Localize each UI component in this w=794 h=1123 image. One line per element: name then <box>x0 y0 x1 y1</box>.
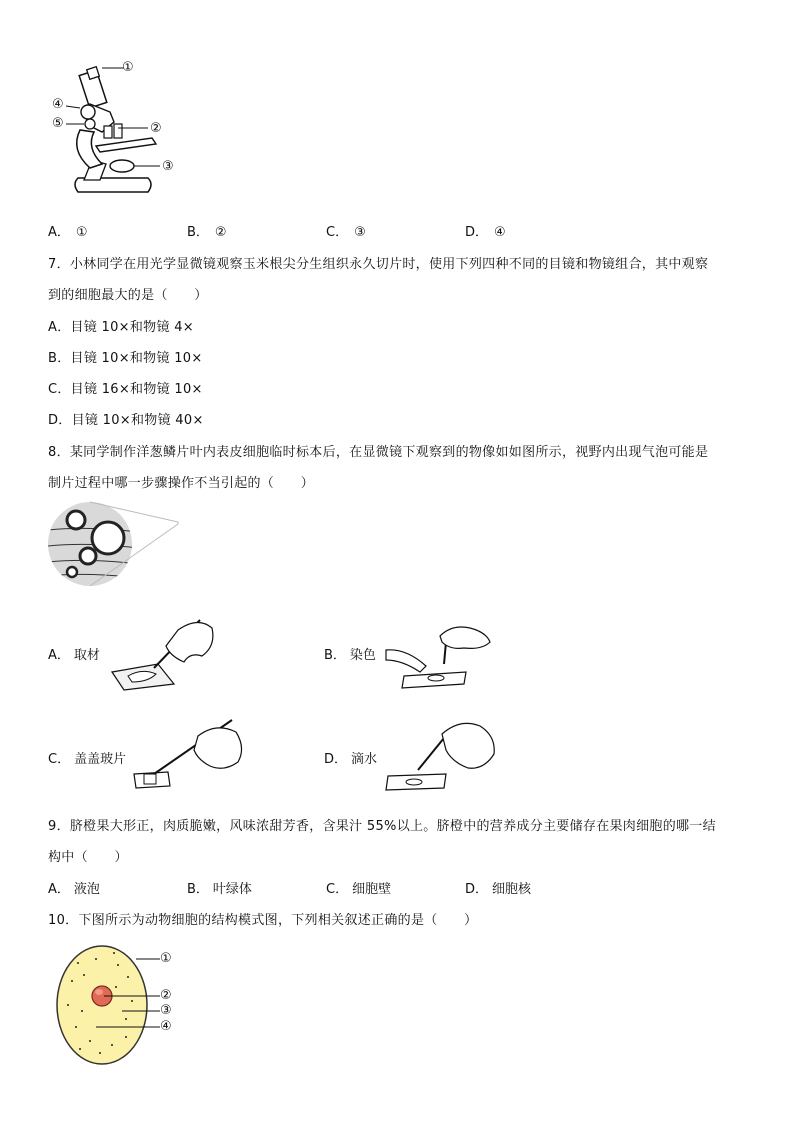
cell-label-2: ② <box>160 988 172 1003</box>
animal-cell-diagram <box>56 945 206 1070</box>
q8-option-c[interactable]: C． 盖盖玻片 <box>48 752 127 767</box>
q7-stem-line-2: 到的细胞最大的是（ ） <box>48 288 208 303</box>
q9-option-d[interactable]: D． 细胞核 <box>465 882 532 897</box>
q7-option-a[interactable]: A．目镜 10×和物镜 4× <box>48 320 194 335</box>
microscope-label-3: ③ <box>162 159 174 174</box>
q8-stem-line-2: 制片过程中哪一步骤操作不当引起的（ ） <box>48 476 315 491</box>
q6-option-b[interactable]: B． ② <box>187 225 227 240</box>
q9-stem-line-1: 9．脐橙果大形正，肉质脆嫩，风味浓甜芳香，含果汁 55%以上。脐橙中的营养成分主要储存在果肉细胞的哪一结 <box>48 819 716 834</box>
microscope-label-1: ① <box>122 60 134 75</box>
q8-option-b-illustration <box>386 620 506 690</box>
q7-stem-line-1: 7．小林同学在用光学显微镜观察玉米根尖分生组织永久切片时，使用下列四种不同的目镜和物镜组合，其中观察 <box>48 257 709 272</box>
cell-label-4: ④ <box>160 1019 172 1034</box>
q6-option-c[interactable]: C． ③ <box>326 225 366 240</box>
q8-option-a-illustration <box>108 612 218 692</box>
q6-option-a[interactable]: A． ① <box>48 225 88 240</box>
q9-option-b[interactable]: B． 叶绿体 <box>187 882 252 897</box>
q7-option-b[interactable]: B．目镜 10×和物镜 10× <box>48 351 203 366</box>
q8-option-d[interactable]: D． 滴水 <box>324 752 378 767</box>
bubble-field-of-view <box>48 500 188 590</box>
q7-option-c[interactable]: C．目镜 16×和物镜 10× <box>48 382 203 397</box>
microscope-label-2: ② <box>150 121 162 136</box>
q9-stem-line-2: 构中（ ） <box>48 850 128 865</box>
cell-label-3: ③ <box>160 1003 172 1018</box>
microscope-drawing <box>40 60 200 210</box>
microscope-label-4: ④ <box>52 97 64 112</box>
q8-stem-line-1: 8．某同学制作洋葱鳞片叶内表皮细胞临时标本后，在显微镜下观察到的物像如如图所示，视野内出现气泡可能是 <box>48 445 709 460</box>
q8-option-b[interactable]: B． 染色 <box>324 648 376 663</box>
q9-option-c[interactable]: C． 细胞壁 <box>326 882 392 897</box>
q8-option-a[interactable]: A． 取材 <box>48 648 100 663</box>
q10-stem-line-1: 10．下图所示为动物细胞的结构模式图，下列相关叙述正确的是（ ） <box>48 913 478 928</box>
q7-option-d[interactable]: D．目镜 10×和物镜 40× <box>48 413 204 428</box>
microscope-label-5: ⑤ <box>52 116 64 131</box>
q6-option-d[interactable]: D． ④ <box>465 225 506 240</box>
q8-option-d-illustration <box>384 712 504 792</box>
q9-option-a[interactable]: A． 液泡 <box>48 882 100 897</box>
q8-option-c-illustration <box>128 712 258 792</box>
cell-label-1: ① <box>160 951 172 966</box>
